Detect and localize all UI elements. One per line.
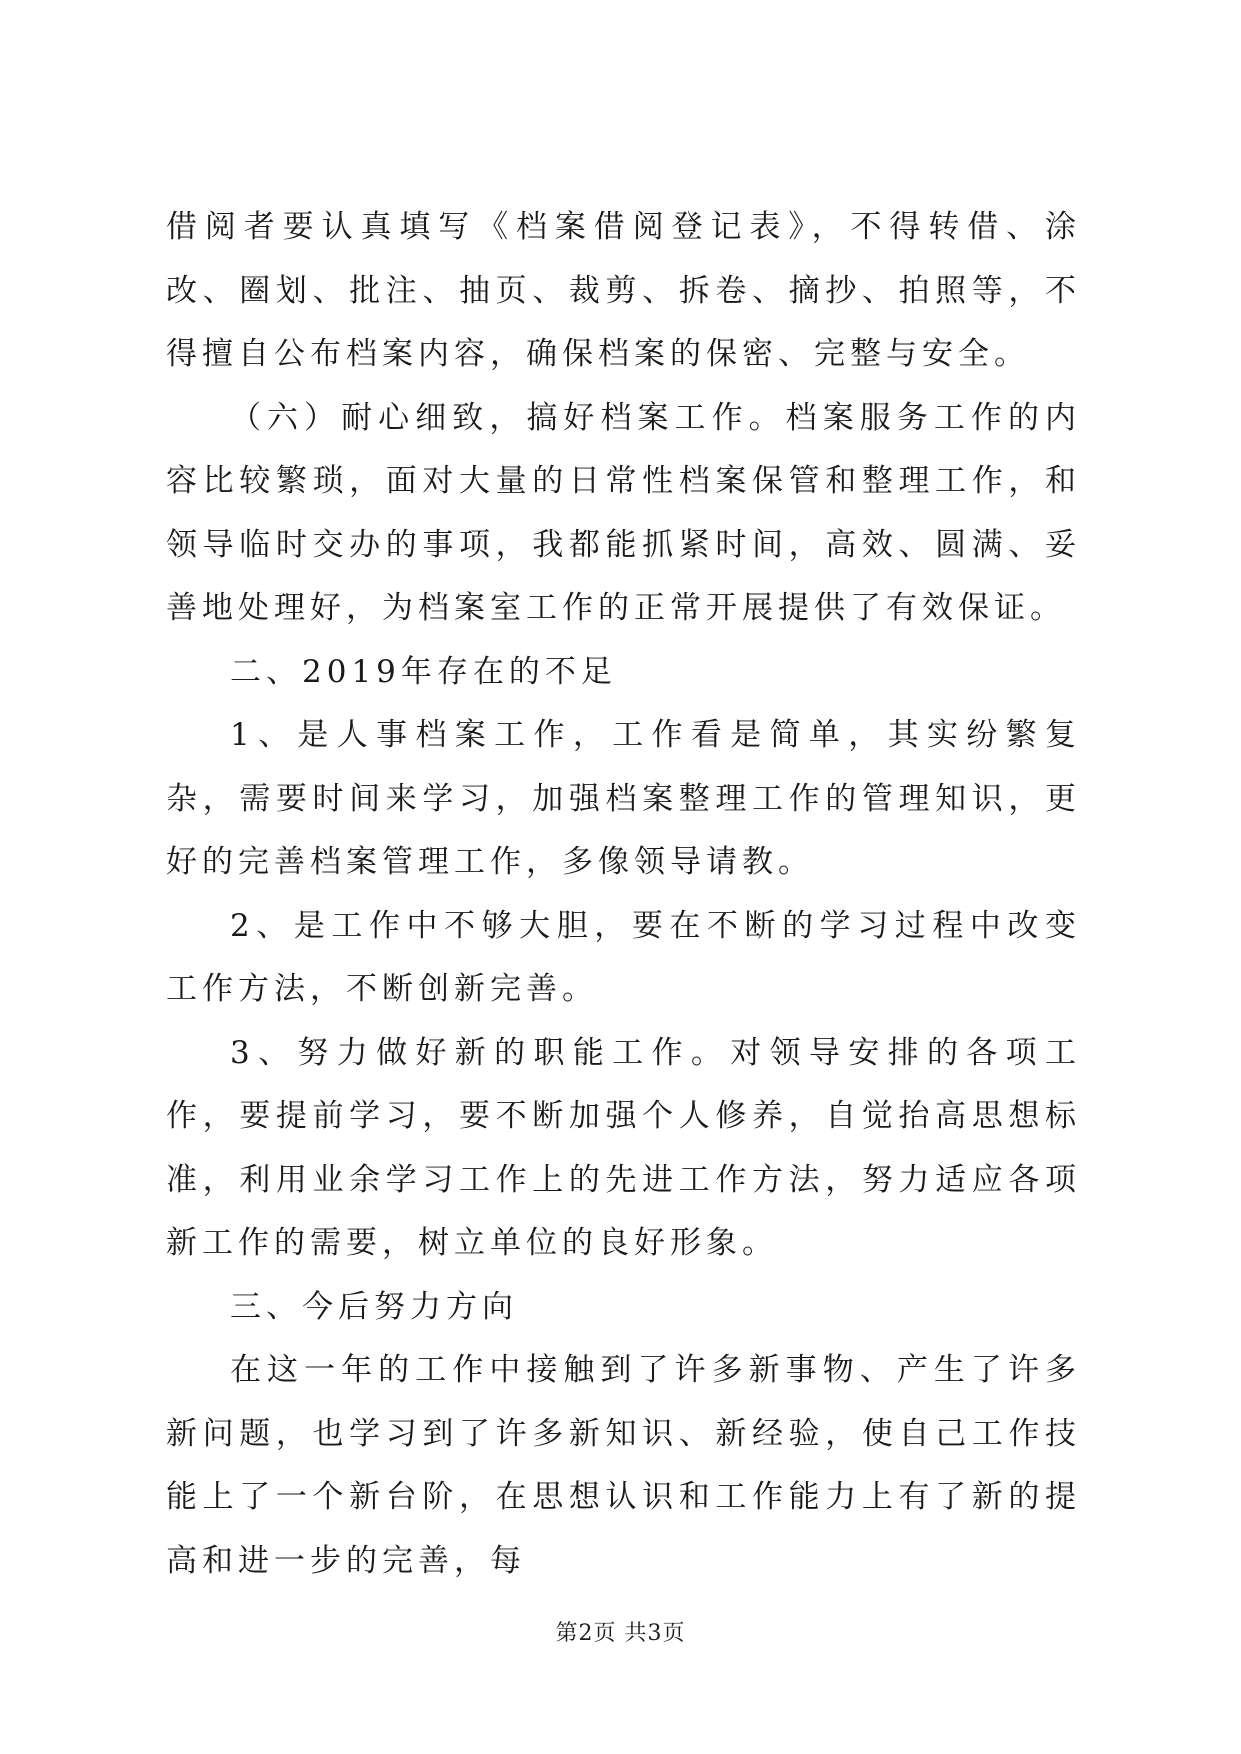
paragraph-shortcoming-1: 1、是人事档案工作，工作看是简单，其实纷繁复杂，需要时间来学习，加强档案整理工作的管理知识，更好的完善档案管理工作，多像领导请教。	[166, 717, 1081, 880]
heading-shortcomings: 二、2019年存在的不足	[230, 653, 617, 690]
paragraph-borrowing-rules: 借阅者要认真填写《档案借阅登记表》，不得转借、涂改、圈划、批注、抽页、裁剪、拆卷、摘抄、拍照等，不得擅自公布档案内容，确保档案的保密、完整与安全。	[166, 209, 1081, 372]
page-footer: 第2页 共3页	[555, 1621, 686, 1646]
paragraph-section-six: （六）耐心细致，搞好档案工作。档案服务工作的内容比较繁琐，面对大量的日常性档案保管和整理工作，和领导临时交办的事项，我都能抓紧时间，高效、圆满、妥善地处理好，为档案室工作的正常开展提供了有效保证。	[166, 399, 1081, 626]
paragraph-future-direction: 在这一年的工作中接触到了许多新事物、产生了许多新问题，也学习到了许多新知识、新经验，使自己工作技能上了一个新台阶，在思想认识和工作能力上有了新的提高和进一步的完善，每	[166, 1352, 1081, 1579]
heading-future-direction: 三、今后努力方向	[230, 1288, 518, 1325]
paragraph-shortcoming-3: 3、努力做好新的职能工作。对领导安排的各项工作，要提前学习，要不断加强个人修养，自觉抬高思想标准，利用业余学习工作上的先进工作方法，努力适应各项新工作的需要，树立单位的良好形象。	[166, 1034, 1081, 1261]
document-body	[166, 196, 1081, 1593]
paragraph-shortcoming-2: 2、是工作中不够大胆，要在不断的学习过程中改变工作方法，不断创新完善。	[166, 907, 1081, 1007]
